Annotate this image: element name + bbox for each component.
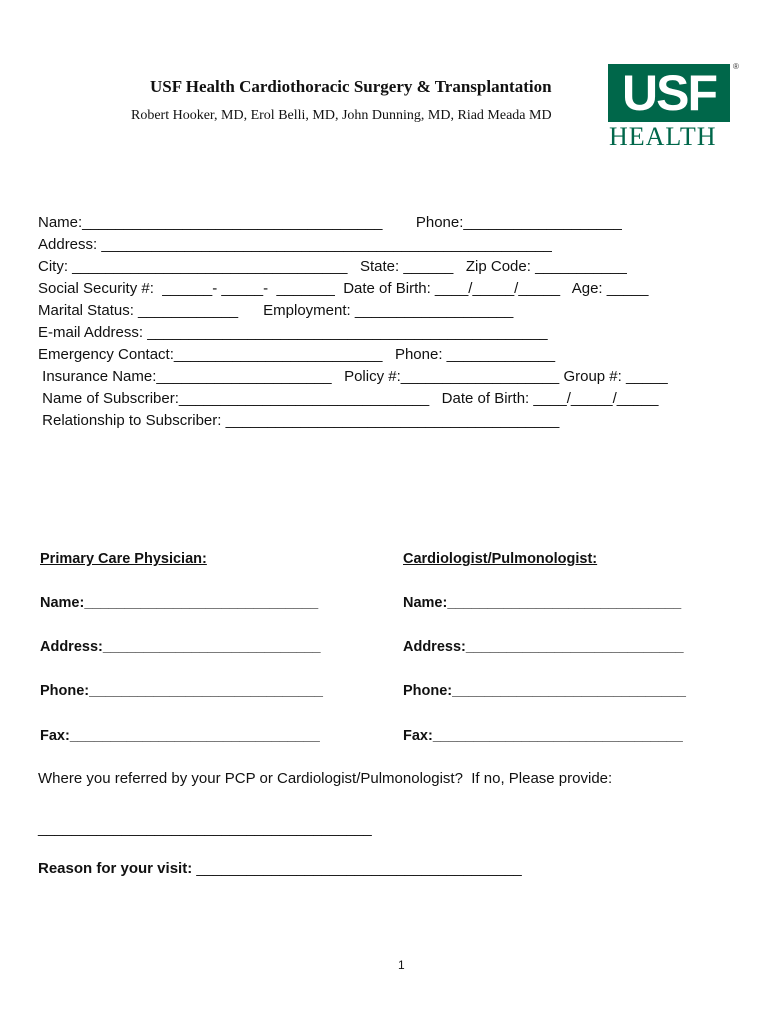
pcp-address-field[interactable]: Address:___________________________: [40, 639, 321, 655]
cardiologist-fax-field[interactable]: Fax:_______________________________: [403, 728, 683, 744]
cardiologist-phone-field[interactable]: Phone:_____________________________: [403, 683, 686, 699]
logo-usf-block: USF: [608, 64, 730, 122]
email-line[interactable]: E-mail Address: ________________________________________________: [38, 324, 548, 341]
city-state-zip-line[interactable]: City: _________________________________ State: ______ Zip Code: ___________: [38, 258, 627, 275]
reason-blank-field[interactable]: _______________________________________: [196, 860, 522, 877]
cardiologist-address-field[interactable]: Address:___________________________: [403, 639, 684, 655]
logo-health-text: HEALTH: [609, 122, 717, 151]
marital-employment-line[interactable]: Marital Status: ____________ Employment: ___________________: [38, 302, 514, 319]
address-line[interactable]: Address: ______________________________________________________: [38, 236, 552, 253]
pcp-phone-field[interactable]: Phone:_____________________________: [40, 683, 323, 699]
cardiologist-name-field[interactable]: Name:_____________________________: [403, 595, 682, 611]
pcp-name-field[interactable]: Name:_____________________________: [40, 595, 319, 611]
pcp-fax-field[interactable]: Fax:_______________________________: [40, 728, 320, 744]
page-title: USF Health Cardiothoracic Surgery & Transplantation: [150, 77, 552, 96]
cardiologist-heading: Cardiologist/Pulmonologist:: [403, 551, 598, 567]
referral-blank-field[interactable]: ________________________________________: [38, 820, 372, 837]
doctors-list: Robert Hooker, MD, Erol Belli, MD, John Dunning, MD, Riad Meada MD: [131, 108, 552, 123]
emergency-contact-line[interactable]: Emergency Contact:_________________________ Phone: _____________: [38, 346, 556, 363]
ssn-dob-age-line[interactable]: Social Security #: ______- _____- _______ Date of Birth: ____/_____/_____ Age: _____: [38, 280, 649, 297]
relationship-line[interactable]: Relationship to Subscriber: ________________________________________: [38, 412, 560, 429]
referral-question: Where you referred by your PCP or Cardiologist/Pulmonologist? If no, Please provide:: [38, 770, 613, 787]
subscriber-line[interactable]: Name of Subscriber:______________________________ Date of Birth: ____/_____/_____: [38, 390, 659, 407]
page-number: 1: [398, 958, 405, 972]
insurance-line[interactable]: Insurance Name:_____________________ Policy #:___________________ Group #: _____: [38, 368, 668, 385]
reason-label: Reason for your visit:: [38, 860, 197, 877]
pcp-heading: Primary Care Physician:: [40, 551, 207, 567]
reason-for-visit: [38, 860, 522, 877]
usf-health-logo: [606, 62, 746, 152]
name-phone-line[interactable]: Name:____________________________________ Phone:___________________: [38, 214, 622, 231]
registered-mark: ®: [733, 62, 739, 71]
